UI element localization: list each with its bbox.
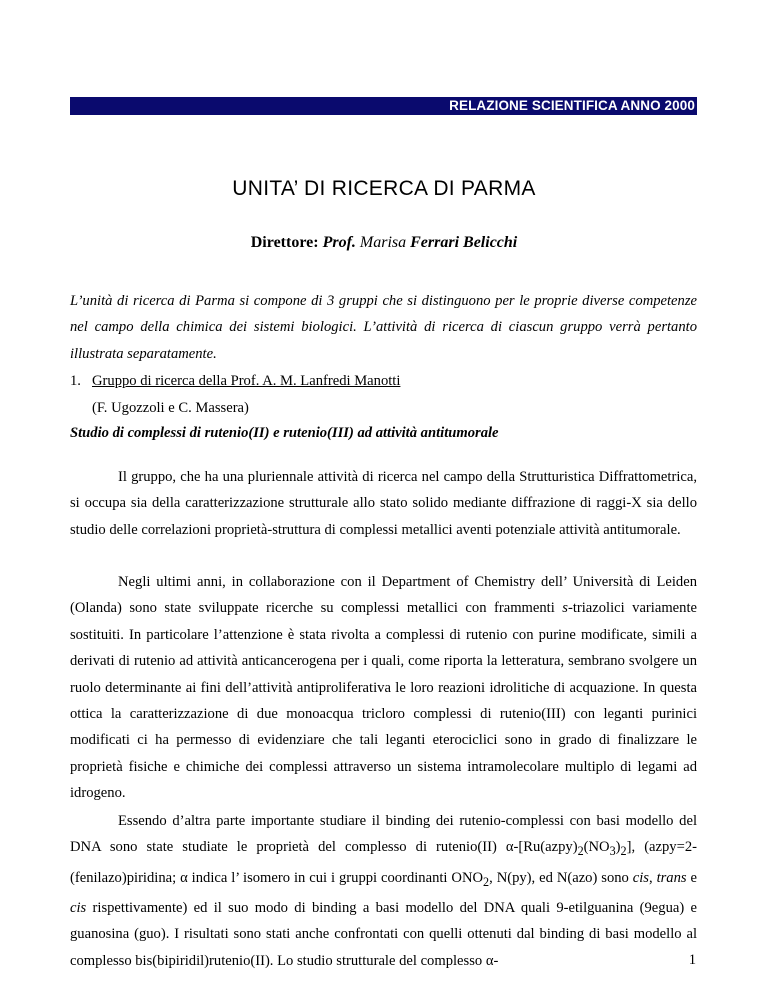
paragraph-3 xyxy=(70,808,697,974)
group-heading xyxy=(70,373,400,390)
paragraph-3-sub-4: 2 xyxy=(483,874,490,889)
director-prof: Prof. xyxy=(322,234,356,251)
director-label: Direttore: xyxy=(250,234,319,251)
paragraph-1: Il gruppo, che ha una pluriennale attività di ricerca nel campo della Strutturistica Diffrattometrica, si occupa sia della caratterizzazione strutturale allo stato solido mediante diffrazione di raggi-X sia dello studio delle correlazioni proprietà-struttura di complessi metallici aventi potenziale attività antitumorale. xyxy=(70,469,697,538)
intro-paragraph: L’unità di ricerca di Parma si compone di 3 gruppi che si distinguono per le proprie diverse competenze nel campo della chimica dei sistemi biologici. L’attività di ricerca di ciascun gruppo verrà pertanto illustrata separatamente. xyxy=(70,293,697,362)
paragraph-3-sub-2: 3 xyxy=(609,844,616,859)
group-number: 1. xyxy=(70,373,81,389)
paragraph-2-italic-s: s xyxy=(562,600,568,617)
header-title: RELAZIONE SCIENTIFICA ANNO 2000 xyxy=(449,98,695,113)
paragraph-3-italic-trans: trans xyxy=(656,869,687,886)
paragraph-2 xyxy=(70,569,697,807)
director-line xyxy=(0,234,768,252)
paragraph-3-part-g: e xyxy=(686,869,697,886)
paragraph-3-part-h: rispettivamente) ed il suo modo di binding a basi modello del DNA quali 9-etilguanina (9egua) e guanosina (guo). I risultati sono stati anche confrontati con quelli ottenuti dal binding di basi modello al complesso bis(bipiridil)rutenio(II). Lo studio strutturale del complesso α- xyxy=(70,900,697,969)
paragraph-3-part-b: (NO xyxy=(583,839,610,856)
paragraph-3-part-d: ], (azpy=2-(fenilazo)piridina; α indica l’ isomero in cui i gruppi coordinanti ONO xyxy=(70,839,697,886)
section-subtitle: Studio di complessi di rutenio(II) e rutenio(III) ad attività antitumorale xyxy=(70,425,499,441)
paragraph-3-part-a: Essendo d’altra parte importante studiare il binding dei rutenio-complessi con basi modello del DNA sono state studiate le proprietà del complesso di rutenio(II) α-[Ru(azpy) xyxy=(70,813,697,856)
paragraph-3-sub-3: 2 xyxy=(620,844,627,859)
paragraph-3-part-e: , N(py), ed N(azo) sono xyxy=(489,869,633,886)
director-last-name: Ferrari Belicchi xyxy=(410,234,518,251)
paragraph-3-italic-cis-2: cis xyxy=(70,900,87,917)
paragraph-3-italic-cis-1: cis xyxy=(632,869,649,886)
director-first-name: Marisa xyxy=(359,234,407,251)
header-bar xyxy=(70,97,697,115)
paragraph-2-part-a: Negli ultimi anni, in collaborazione con il Department of Chemistry dell’ Università di Leiden (Olanda) sono state sviluppate ricerche su complessi metallici con frammenti xyxy=(70,574,697,617)
page-title: UNITA’ DI RICERCA DI PARMA xyxy=(232,177,536,200)
page-number: 1 xyxy=(688,952,696,968)
paragraph-3-sub-1: 2 xyxy=(577,844,584,859)
group-members: (F. Ugozzoli e C. Massera) xyxy=(92,400,249,416)
paragraph-3-part-c: ) xyxy=(615,839,621,856)
paragraph-2-part-b: -triazolici variamente sostituiti. In particolare l’attenzione è stata rivolta a complessi di rutenio con purine modificate, simili a derivati di rutenio ad attività anticancerogena per i quali, come riporta la letteratura, sembrano svolgere un ruolo determinante ai fini dell’attività antiproliferativa le loro reazioni idrolitiche di acquazione. In questa ottica la caratterizzazione di due monoacqua tricloro complessi di rutenio(III) con leganti purinici modificati ci ha permesso di evidenziare che tali leganti eterociclici sono in grado di finalizzare le proprietà fisiche e chimiche dei complessi attraverso un sistema intramolecolare multiplo di legami ad idrogeno. xyxy=(70,600,697,802)
group-title: Gruppo di ricerca della Prof. A. M. Lanfredi Manotti xyxy=(92,373,401,389)
paragraph-3-part-f: , xyxy=(648,869,657,886)
